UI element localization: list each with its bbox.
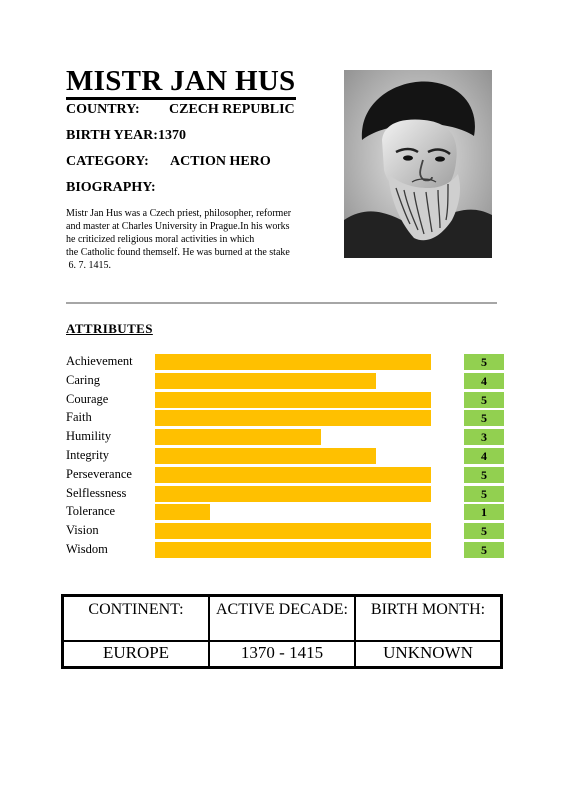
category-label: CATEGORY: <box>66 154 149 169</box>
birth-year-field <box>66 128 186 144</box>
attribute-bar-track <box>155 504 431 520</box>
attribute-score: 5 <box>464 467 504 483</box>
attribute-name: Integrity <box>66 447 110 462</box>
attribute-bar-track <box>155 373 431 389</box>
continent-value: EUROPE <box>63 641 210 668</box>
attribute-name: Faith <box>66 410 92 425</box>
attribute-score: 5 <box>464 486 504 502</box>
attribute-bar <box>155 354 431 370</box>
country-value: CZECH REPUBLIC <box>169 102 295 117</box>
biography-line: and master at Charles University in Prague.In his works <box>66 221 290 232</box>
birth-year-label: BIRTH YEAR: <box>66 128 158 143</box>
attribute-score: 3 <box>464 429 504 445</box>
attribute-row <box>66 372 506 391</box>
attribute-score: 4 <box>464 448 504 464</box>
attribute-bar-track <box>155 410 431 426</box>
biography-label: BIOGRAPHY: <box>66 180 156 195</box>
attribute-bar <box>155 467 431 483</box>
active-decade-value: 1370 - 1415 <box>209 641 355 668</box>
attribute-score: 5 <box>464 523 504 539</box>
country-label: COUNTRY: <box>66 102 140 117</box>
attribute-bar-track <box>155 392 431 408</box>
attribute-bar-track <box>155 467 431 483</box>
info-table-header-row <box>63 596 502 642</box>
category-value: ACTION HERO <box>170 154 271 169</box>
attribute-bar <box>155 504 210 520</box>
attribute-bar <box>155 373 376 389</box>
continent-header: CONTINENT: <box>63 596 210 642</box>
attributes-list <box>66 353 506 560</box>
birth-month-value: UNKNOWN <box>355 641 502 668</box>
attribute-score: 1 <box>464 504 504 520</box>
attribute-bar <box>155 486 431 502</box>
birth-month-header: BIRTH MONTH: <box>355 596 502 642</box>
attribute-bar-track <box>155 448 431 464</box>
attribute-bar-track <box>155 429 431 445</box>
portrait-engraving-icon <box>344 70 492 258</box>
attribute-row <box>66 485 506 504</box>
card-title: MISTR JAN HUS <box>66 66 296 100</box>
birth-year-value: 1370 <box>157 128 186 143</box>
attribute-row <box>66 522 506 541</box>
info-table <box>61 594 503 669</box>
attribute-bar <box>155 429 321 445</box>
attribute-score: 5 <box>464 542 504 558</box>
attribute-bar <box>155 392 431 408</box>
attribute-name: Vision <box>66 523 99 538</box>
attribute-name: Humility <box>66 429 112 444</box>
attribute-name: Wisdom <box>66 541 108 556</box>
attribute-bar <box>155 448 376 464</box>
attribute-name: Tolerance <box>66 504 116 519</box>
biography-line: the Catholic found themself. He was burned at the stake <box>66 247 290 258</box>
biography-text <box>66 207 338 272</box>
attribute-name: Courage <box>66 391 109 406</box>
biography-line: Mistr Jan Hus was a Czech priest, philosopher, reformer <box>66 208 292 219</box>
active-decade-header: ACTIVE DECADE: <box>209 596 355 642</box>
biography-line: he criticized religious moral activities in which <box>66 234 255 245</box>
attribute-bar-track <box>155 354 431 370</box>
attribute-name: Selflessness <box>66 485 127 500</box>
attribute-bar-track <box>155 542 431 558</box>
biography-line: 6. 7. 1415. <box>66 260 111 271</box>
attribute-score: 4 <box>464 373 504 389</box>
attribute-row <box>66 503 506 522</box>
section-divider <box>66 302 497 304</box>
attribute-row <box>66 447 506 466</box>
attribute-row <box>66 409 506 428</box>
attribute-score: 5 <box>464 392 504 408</box>
attribute-bar <box>155 542 431 558</box>
attribute-bar-track <box>155 523 431 539</box>
attribute-bar <box>155 523 431 539</box>
attribute-row <box>66 428 506 447</box>
attribute-bar-track <box>155 486 431 502</box>
attribute-row <box>66 391 506 410</box>
attribute-row <box>66 353 506 372</box>
attribute-score: 5 <box>464 410 504 426</box>
attribute-score: 5 <box>464 354 504 370</box>
category-field <box>66 154 271 170</box>
country-field <box>66 102 295 118</box>
info-table-value-row <box>63 641 502 668</box>
attributes-heading: ATTRIBUTES <box>66 321 153 336</box>
attribute-name: Achievement <box>66 354 133 368</box>
attribute-bar <box>155 410 431 426</box>
attribute-row <box>66 466 506 485</box>
attribute-row <box>66 541 506 560</box>
attribute-name: Caring <box>66 372 101 387</box>
attribute-name: Perseverance <box>66 466 132 481</box>
